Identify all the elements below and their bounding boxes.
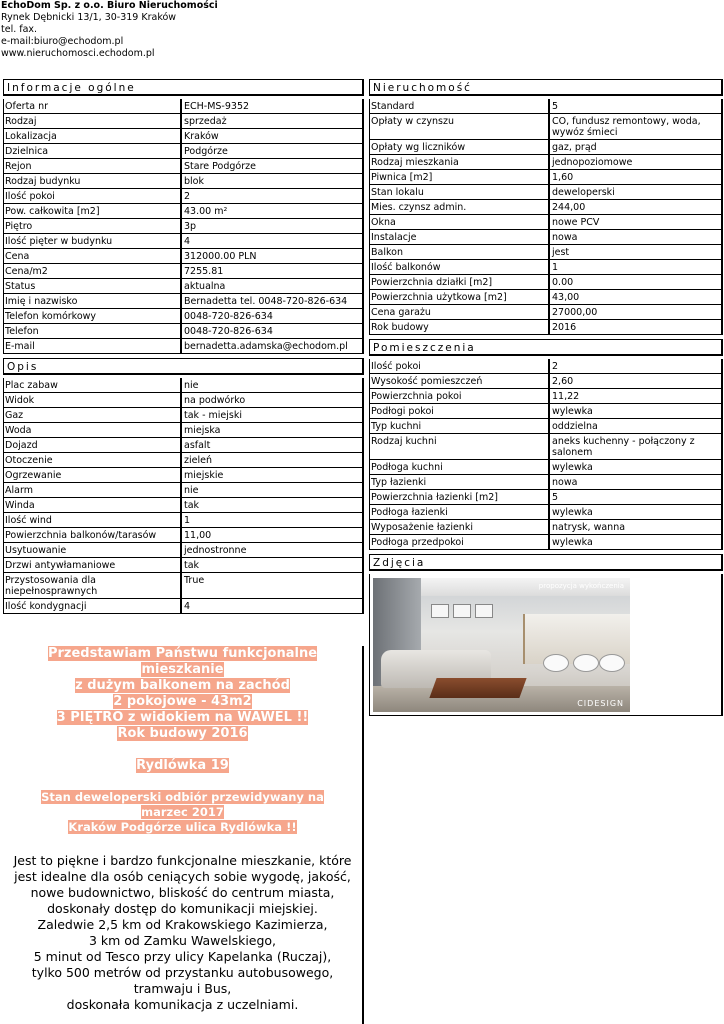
opis-row — [4, 483, 364, 498]
text-line — [3, 662, 362, 678]
field-label: Opłaty w czynszu — [370, 114, 550, 139]
field-label: Powierzchnia łazienki [m2] — [370, 490, 550, 504]
field-label: Podłogi pokoi — [370, 404, 550, 418]
field-value: wylewka — [550, 404, 723, 418]
pomieszczenia-table — [369, 359, 723, 550]
field-value: oddzielna — [550, 419, 723, 433]
general-row — [4, 279, 364, 294]
promo-description — [3, 646, 364, 1024]
field-label: Piwnica [m2] — [370, 170, 550, 184]
field-value: 2 — [550, 359, 723, 373]
general-row — [4, 294, 364, 309]
field-label: Dojazd — [4, 438, 182, 452]
field-value: tak — [182, 498, 364, 512]
field-label: Standard — [370, 99, 550, 113]
nieruchomosc-row — [370, 290, 723, 305]
field-value: gaz, prąd — [550, 140, 723, 154]
field-label: Wysokość pomieszczeń — [370, 374, 550, 388]
field-label: Pow. całkowita [m2] — [4, 204, 182, 218]
field-label: Otoczenie — [4, 453, 182, 467]
field-label: Balkon — [370, 245, 550, 259]
field-value: 5 — [550, 99, 723, 113]
nieruchomosc-row — [370, 155, 723, 170]
text-line: tramwaju i Bus, — [133, 981, 232, 996]
field-value: 0048-720-826-634 — [182, 324, 364, 338]
nieruchomosc-row — [370, 230, 723, 245]
field-value: nowa — [550, 230, 723, 244]
field-label: Ilość pokoi — [4, 189, 182, 203]
nieruchomosc-row — [370, 275, 723, 290]
field-value: 11,22 — [550, 389, 723, 403]
photo-caption: propozycja wykończenia — [538, 582, 624, 590]
field-value: 4 — [182, 234, 364, 248]
text-line — [3, 646, 362, 662]
field-label: Stan lokalu — [370, 185, 550, 199]
field-value: Stare Podgórze — [182, 159, 364, 173]
field-label: Ilość kondygnacji — [4, 599, 182, 613]
general-row — [4, 174, 364, 189]
field-value: 27000,00 — [550, 305, 723, 319]
field-label: Mies. czynsz admin. — [370, 200, 550, 214]
nieruchomosc-row — [370, 185, 723, 200]
text-line: Zaledwie 2,5 km od Krakowskiego Kazimierza, — [37, 917, 328, 932]
street-text: Rydlówka 19 — [136, 758, 229, 773]
nieruchomosc-table — [369, 99, 723, 335]
nieruchomosc-row — [370, 170, 723, 185]
opis-row — [4, 528, 364, 543]
field-value: CO, fundusz remontowy, woda, wywóz śmieci — [550, 114, 723, 139]
field-label: Ilość pięter w budynku — [4, 234, 182, 248]
apartment-photo[interactable] — [373, 578, 630, 712]
field-label: Powierzchnia działki [m2] — [370, 275, 550, 289]
general-row — [4, 264, 364, 279]
company-address: Rynek Dębnicki 13/1, 30-319 Kraków — [1, 12, 177, 23]
highlight-text: Przedstawiam Państwu funkcjonalne — [47, 646, 318, 661]
nieruchomosc-row — [370, 305, 723, 320]
company-phone: tel. fax. — [1, 24, 38, 35]
highlight-text: Stan deweloperski odbiór przewidywany na — [41, 790, 324, 804]
field-value: aktualna — [182, 279, 364, 293]
field-value: miejskie — [182, 468, 364, 482]
field-value: Podgórze — [182, 144, 364, 158]
pomieszczenia-row — [370, 535, 723, 550]
general-row — [4, 114, 364, 129]
agency-header — [1, 0, 218, 60]
general-row — [4, 219, 364, 234]
field-label: Drzwi antywłamaniowe — [4, 558, 182, 572]
field-label: Plac zabaw — [4, 378, 182, 392]
field-label: Telefon komórkowy — [4, 309, 182, 323]
nieruchomosc-row — [370, 215, 723, 230]
nieruchomosc-row — [370, 140, 723, 155]
field-label: Instalacje — [370, 230, 550, 244]
field-label: Przystosowania dla niepełnosprawnych — [4, 573, 182, 598]
promo-body — [3, 853, 362, 1013]
field-value: 1 — [550, 260, 723, 274]
section-title-zdjecia: Zdjęcia — [369, 554, 723, 571]
opis-table — [3, 378, 364, 614]
general-row — [4, 309, 364, 324]
field-label: Ilość wind — [4, 513, 182, 527]
field-value: 1,60 — [550, 170, 723, 184]
general-row — [4, 324, 364, 339]
field-value: 1 — [182, 513, 364, 527]
promo-street — [3, 758, 362, 774]
field-value: 312000.00 PLN — [182, 249, 364, 263]
company-email[interactable]: e-mail:biuro@echodom.pl — [1, 36, 124, 47]
field-value: 0048-720-826-634 — [182, 309, 364, 323]
field-value: miejska — [182, 423, 364, 437]
field-label: Podłoga przedpokoi — [370, 535, 550, 549]
text-line — [3, 805, 362, 820]
opis-row — [4, 423, 364, 438]
field-value: 2,60 — [550, 374, 723, 388]
pomieszczenia-row — [370, 374, 723, 389]
field-value: deweloperski — [550, 185, 723, 199]
field-label: Rodzaj mieszkania — [370, 155, 550, 169]
general-row — [4, 99, 364, 114]
field-value: wylewka — [550, 535, 723, 549]
field-label: Gaz — [4, 408, 182, 422]
field-label: Woda — [4, 423, 182, 437]
opis-row — [4, 408, 364, 423]
general-row — [4, 339, 364, 354]
field-value: nowa — [550, 475, 723, 489]
field-value: tak - miejski — [182, 408, 364, 422]
text-line: nowe budownictwo, bliskość do centrum miasta, — [30, 885, 335, 900]
field-label: Powierzchnia pokoi — [370, 389, 550, 403]
text-line: doskonały dostęp do komunikacji miejskiej. — [47, 901, 318, 916]
text-line — [3, 820, 362, 835]
section-title-pomieszczenia: Pomieszczenia — [369, 339, 723, 356]
opis-row — [4, 453, 364, 468]
field-value: tak — [182, 558, 364, 572]
field-value: wylewka — [550, 460, 723, 474]
field-value: 5 — [550, 490, 723, 504]
nieruchomosc-row — [370, 99, 723, 114]
field-value: Bernadetta tel. 0048-720-826-634 — [182, 294, 364, 308]
general-table — [3, 99, 364, 354]
text-line — [3, 726, 362, 742]
field-label: Ogrzewanie — [4, 468, 182, 482]
field-value: jednostronne — [182, 543, 364, 557]
photo-brand: CIDESIGN — [577, 699, 624, 708]
field-value: natrysk, wanna — [550, 520, 723, 534]
nieruchomosc-row — [370, 114, 723, 140]
field-label: Piętro — [4, 219, 182, 233]
text-line: tylko 500 metrów od przystanku autobusowego, — [31, 965, 334, 980]
general-row — [4, 189, 364, 204]
field-label: Cena — [4, 249, 182, 263]
field-value: 244,00 — [550, 200, 723, 214]
field-label: Imię i nazwisko — [4, 294, 182, 308]
field-value: nowe PCV — [550, 215, 723, 229]
field-value: Kraków — [182, 129, 364, 143]
nieruchomosc-row — [370, 320, 723, 335]
field-value: blok — [182, 174, 364, 188]
left-column — [3, 79, 364, 614]
pomieszczenia-row — [370, 520, 723, 535]
field-value: asfalt — [182, 438, 364, 452]
field-label: Winda — [4, 498, 182, 512]
section-title-opis: Opis — [3, 358, 364, 375]
text-line: jest idealne dla osób ceniących sobie wygodę, jakość, — [14, 869, 351, 884]
field-value: nie — [182, 483, 364, 497]
pomieszczenia-row — [370, 359, 723, 374]
field-value: 7255.81 — [182, 264, 364, 278]
pomieszczenia-row — [370, 434, 723, 460]
field-label: Rodzaj — [4, 114, 182, 128]
field-label: Rodzaj kuchni — [370, 434, 550, 459]
general-row — [4, 144, 364, 159]
opis-row — [4, 573, 364, 599]
text-line: Jest to piękne i bardzo funkcjonalne mieszkanie, które — [13, 853, 352, 868]
field-label: Ilość balkonów — [370, 260, 550, 274]
text-line: 5 minut od Tesco przy ulicy Kapelanka (Ruczaj), — [33, 949, 332, 964]
field-label: Rejon — [4, 159, 182, 173]
field-value: 43,00 — [550, 290, 723, 304]
highlight-text: 2 pokojowe - 43m2 — [113, 694, 252, 709]
opis-row — [4, 543, 364, 558]
company-name: EchoDom Sp. z o.o. Biuro Nieruchomości — [1, 0, 218, 11]
field-label: Podłoga łazienki — [370, 505, 550, 519]
highlight-text: 3 PIĘTRO z widokiem na WAWEL !! — [56, 710, 309, 725]
nieruchomosc-row — [370, 260, 723, 275]
general-row — [4, 159, 364, 174]
pomieszczenia-row — [370, 419, 723, 434]
opis-row — [4, 558, 364, 573]
highlight-text: marzec 2017 — [141, 805, 224, 819]
opis-row — [4, 599, 364, 614]
general-row — [4, 204, 364, 219]
pomieszczenia-row — [370, 475, 723, 490]
field-label: Wyposażenie łazienki — [370, 520, 550, 534]
field-label: E-mail — [4, 339, 182, 353]
field-label: Powierzchnia balkonów/tarasów — [4, 528, 182, 542]
photo-container — [369, 574, 723, 716]
field-value: aneks kuchenny - połączony z salonem — [550, 434, 723, 459]
field-label: Status — [4, 279, 182, 293]
field-value: bernadetta.adamska@echodom.pl — [182, 339, 364, 353]
text-line — [3, 694, 362, 710]
text-line: doskonała komunikacja z uczelniami. — [66, 997, 299, 1012]
field-label: Ilość pokoi — [370, 359, 550, 373]
text-line — [3, 710, 362, 726]
field-label: Rok budowy — [370, 320, 550, 334]
field-label: Podłoga kuchni — [370, 460, 550, 474]
highlight-text: Kraków Podgórze ulica Rydlówka !! — [68, 820, 297, 834]
opis-row — [4, 438, 364, 453]
field-label: Oferta nr — [4, 99, 182, 113]
field-label: Dzielnica — [4, 144, 182, 158]
field-label: Cena/m2 — [4, 264, 182, 278]
highlight-text: mieszkanie — [141, 662, 224, 677]
field-label: Alarm — [4, 483, 182, 497]
section-title-nieruchomosc: Nieruchomość — [369, 79, 723, 96]
highlight-text: Rok budowy 2016 — [117, 726, 248, 741]
company-website[interactable]: www.nieruchomosci.echodom.pl — [1, 48, 155, 59]
pomieszczenia-row — [370, 404, 723, 419]
text-line — [3, 790, 362, 805]
field-label: Widok — [4, 393, 182, 407]
nieruchomosc-row — [370, 245, 723, 260]
field-label: Usytuowanie — [4, 543, 182, 557]
field-value: na podwórko — [182, 393, 364, 407]
field-value: ECH-MS-9352 — [182, 99, 364, 113]
field-label: Lokalizacja — [4, 129, 182, 143]
field-value: 2 — [182, 189, 364, 203]
field-value: jednopoziomowe — [550, 155, 723, 169]
opis-row — [4, 513, 364, 528]
field-label: Cena garażu — [370, 305, 550, 319]
opis-row — [4, 378, 364, 393]
pomieszczenia-row — [370, 460, 723, 475]
field-value: wylewka — [550, 505, 723, 519]
field-label: Rodzaj budynku — [4, 174, 182, 188]
general-row — [4, 234, 364, 249]
field-value: nie — [182, 378, 364, 392]
field-value: 4 — [182, 599, 364, 613]
general-row — [4, 129, 364, 144]
field-value: sprzedaż — [182, 114, 364, 128]
text-line: 3 km od Zamku Wawelskiego, — [88, 933, 277, 948]
right-column — [369, 79, 723, 716]
opis-row — [4, 498, 364, 513]
pomieszczenia-row — [370, 505, 723, 520]
field-value: 11,00 — [182, 528, 364, 542]
pomieszczenia-row — [370, 389, 723, 404]
field-label: Telefon — [4, 324, 182, 338]
field-value: True — [182, 573, 364, 598]
field-value: zieleń — [182, 453, 364, 467]
promo-headlines — [3, 646, 362, 742]
nieruchomosc-row — [370, 200, 723, 215]
field-value: 2016 — [550, 320, 723, 334]
opis-row — [4, 468, 364, 483]
text-line — [3, 678, 362, 694]
field-label: Powierzchnia użytkowa [m2] — [370, 290, 550, 304]
field-value: 43.00 m² — [182, 204, 364, 218]
field-value: 0.00 — [550, 275, 723, 289]
field-label: Typ łazienki — [370, 475, 550, 489]
promo-stan — [3, 790, 362, 835]
field-value: jest — [550, 245, 723, 259]
highlight-text: z dużym balkonem na zachód — [75, 678, 290, 693]
field-label: Okna — [370, 215, 550, 229]
field-label: Typ kuchni — [370, 419, 550, 433]
section-title-general: Informacje ogólne — [3, 79, 364, 96]
field-label: Opłaty wg liczników — [370, 140, 550, 154]
field-value: 3p — [182, 219, 364, 233]
pomieszczenia-row — [370, 490, 723, 505]
opis-row — [4, 393, 364, 408]
general-row — [4, 249, 364, 264]
